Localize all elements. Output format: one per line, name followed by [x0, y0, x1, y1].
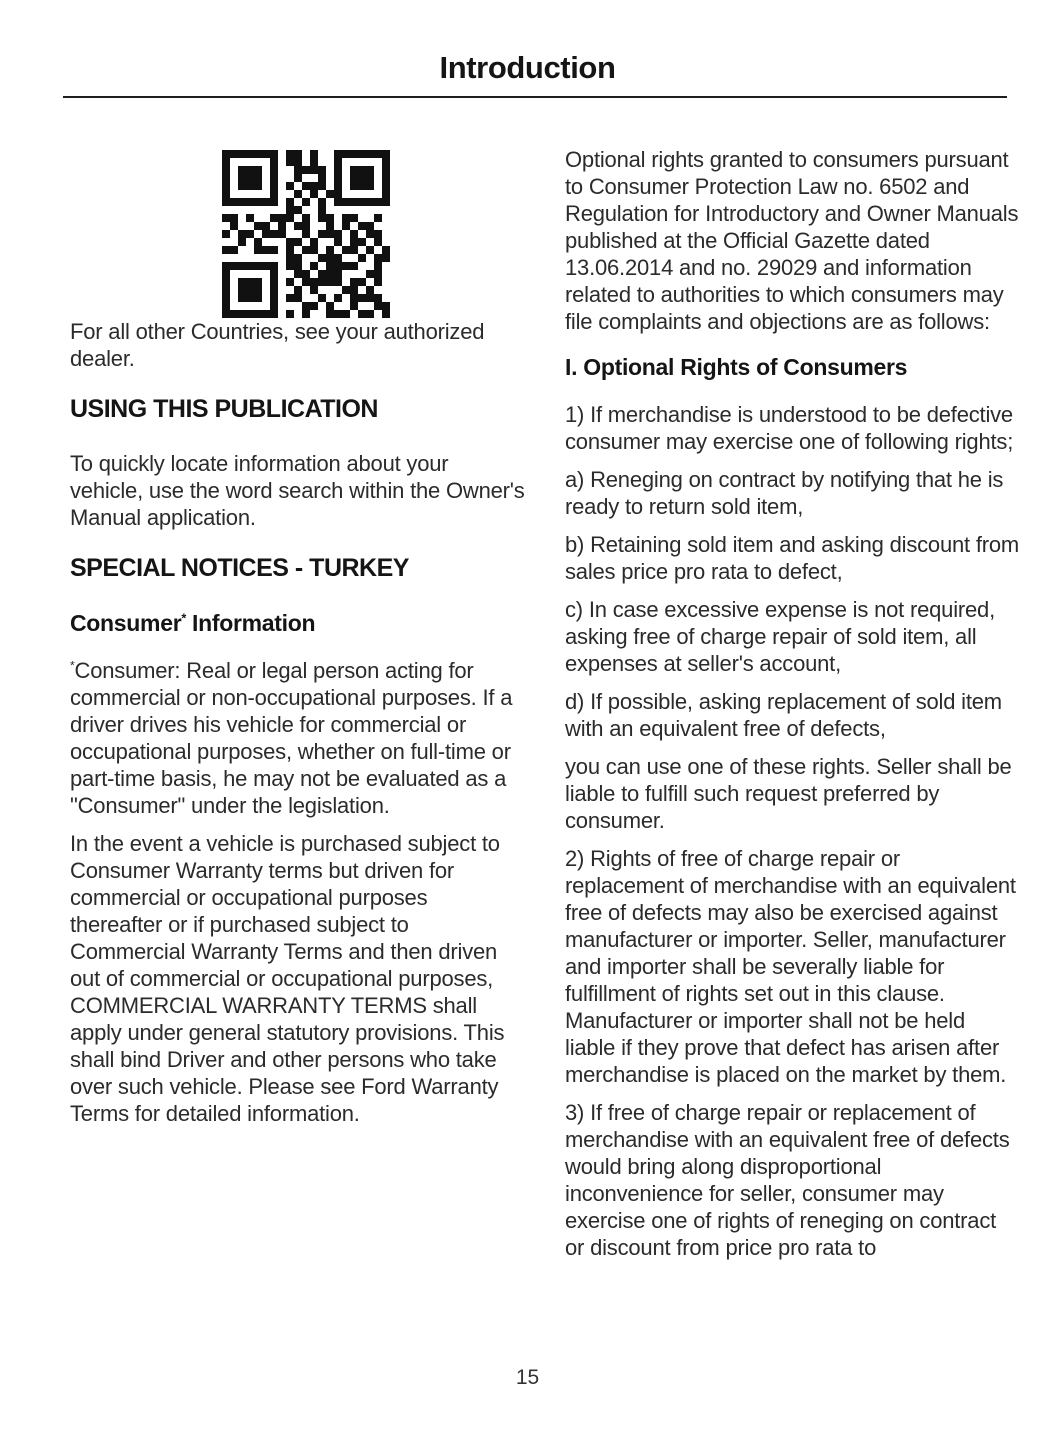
left-column: [70, 150, 525, 1138]
asterisk-superscript: *: [181, 611, 186, 626]
asterisk-superscript: *: [70, 658, 75, 673]
paragraph-item-1: 1) If merchandise is understood to be defective consumer may exercise one of following rights;: [565, 402, 1014, 454]
paragraph-item-c: c) In case excessive expense is not required, asking free of charge repair of sold item, all expenses at seller's account,: [565, 597, 996, 676]
paragraph-item-d: d) If possible, asking replacement of sold item with an equivalent free of defects,: [565, 689, 1002, 741]
page-number: 15: [515, 1366, 540, 1389]
subheading-text: Consumer: [70, 610, 182, 636]
qr-code: [222, 150, 390, 318]
qr-caption: For all other Countries, see your authorized dealer.: [70, 319, 485, 371]
subheading-consumer-information: [70, 609, 525, 637]
subheading-text: Information: [185, 610, 316, 636]
footnote-text: Consumer: Real or legal person acting for commercial or non-occupational purposes. If a driver drives his vehicle for commercial or occupational purposes, whether on full-time or part-time basis, he may not be evaluated as a "Consumer" under the legislation.: [70, 658, 513, 818]
heading-special-notices-turkey: SPECIAL NOTICES - TURKEY: [70, 554, 409, 582]
page-title: Introduction: [439, 50, 616, 85]
paragraph-optional-rights-intro: Optional rights granted to consumers pursuant to Consumer Protection Law no. 6502 and Regulation for Introductory and Owner Manuals published at the Official Gazette dated 13.06.2014 and no. 29029 and information related to authorities to which consumers may file complaints and objections are as follows:: [565, 147, 1019, 334]
heading-using-this-publication: USING THIS PUBLICATION: [70, 395, 378, 423]
paragraph-item-b: b) Retaining sold item and asking discount from sales price pro rata to defect,: [565, 532, 1020, 584]
paragraph-rights-note: you can use one of these rights. Seller shall be liable to fulfill such request preferred by consumer.: [565, 754, 1012, 833]
paragraph-item-3: 3) If free of charge repair or replacement of merchandise with an equivalent free of defects would bring along disproportional inconvenience for seller, consumer may exercise one of rights of reneging on contract or discount from price pro rata to: [565, 1100, 1010, 1260]
title-divider: [63, 96, 1007, 98]
paragraph-using-this-publication: To quickly locate information about your vehicle, use the word search within the Owner's Manual application.: [70, 451, 525, 530]
paragraph-warranty-terms: In the event a vehicle is purchased subject to Consumer Warranty terms but driven for commercial or occupational purposes thereafter or if purchased subject to Commercial Warranty Terms and then driven out of commercial or occupational purposes, COMMERCIAL WARRANTY TERMS shall apply under general statutory provisions. This shall bind Driver and other persons who take over such vehicle. Please see Ford Warranty Terms for detailed information.: [70, 831, 505, 1126]
paragraph-item-a: a) Reneging on contract by notifying that he is ready to return sold item,: [565, 467, 1004, 519]
paragraph-item-2: 2) Rights of free of charge repair or replacement of merchandise with an equivalent free of defects may also be exercised against manufacturer or importer. Seller, manufacturer and importer shall be severally liable for fulfillment of rights set out in this clause. Manufacturer or importer shall not be held liable if they prove that defect has arisen after merchandise is placed on the market by them.: [565, 846, 1016, 1087]
right-column: [565, 146, 1020, 1272]
heading-optional-rights-of-consumers: I. Optional Rights of Consumers: [565, 354, 908, 380]
footnote-paragraph: [70, 657, 525, 819]
